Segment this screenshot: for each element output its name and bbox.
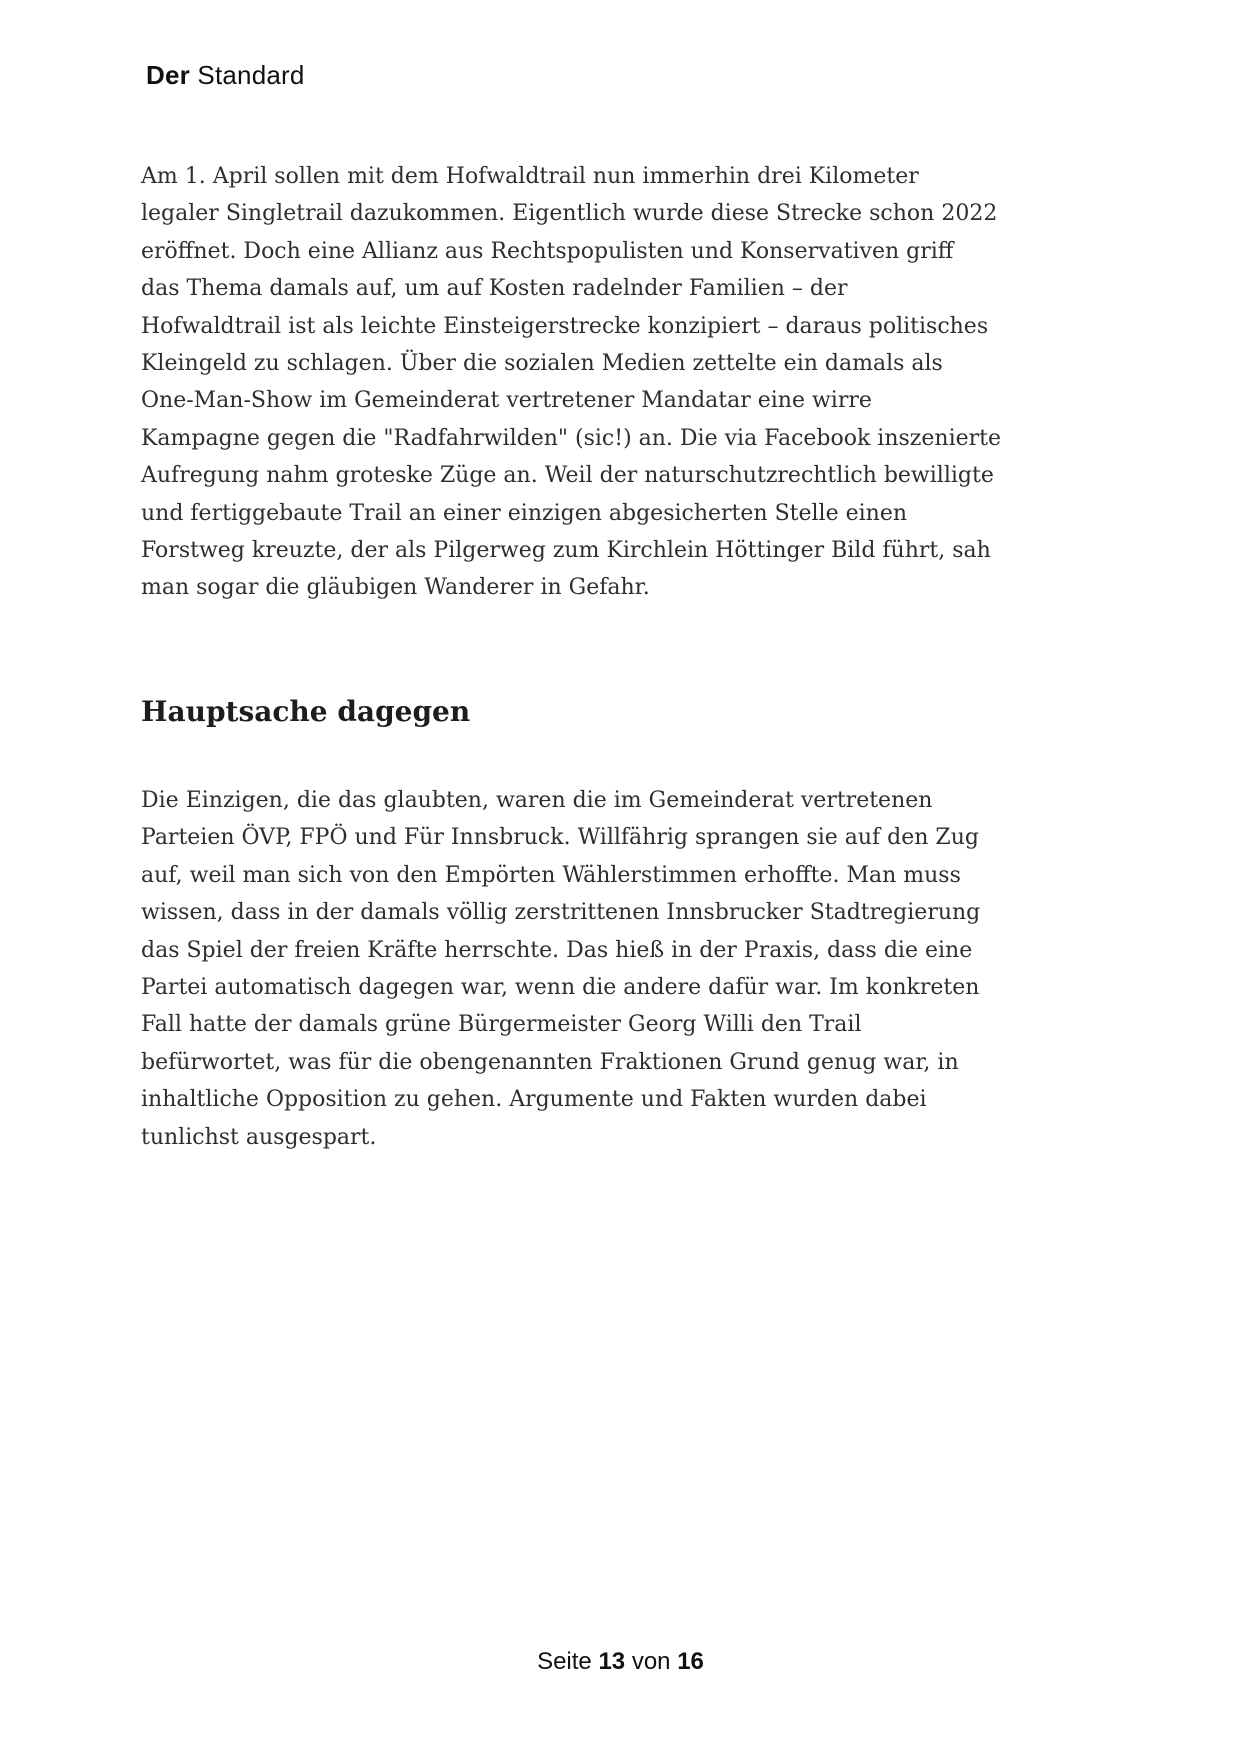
section-heading: Hauptsache dagegen: [141, 694, 471, 728]
text-line: Partei automatisch dagegen war, wenn die andere dafür war. Im konkreten: [141, 974, 980, 1000]
brand-name-regular: Standard: [197, 60, 305, 90]
paragraph-main: [141, 782, 1116, 1156]
text-line: Kampagne gegen die "Radfahrwilden" (sic!) an. Die via Facebook inszenierte: [141, 425, 1002, 451]
text-line: Hofwaldtrail ist als leichte Einsteigerstrecke konzipiert – daraus politisches: [141, 313, 989, 339]
text-line: und fertiggebaute Trail an einer einzigen abgesicherten Stelle einen: [141, 500, 908, 526]
footer-label-of: von: [631, 1648, 671, 1675]
text-line: Am 1. April sollen mit dem Hofwaldtrail nun immerhin drei Kilometer: [141, 164, 919, 189]
brand-name-bold: Der: [146, 60, 190, 90]
text-line: inhaltliche Opposition zu gehen. Argumente und Fakten wurden dabei: [141, 1087, 927, 1113]
text-line: Die Einzigen, die das glaubten, waren die im Gemeinderat vertretenen: [141, 787, 933, 813]
footer-total-pages: 16: [677, 1648, 704, 1675]
text-line: befürwortet, was für die obengenannten Fraktionen Grund genug war, in: [141, 1049, 959, 1075]
text-line: eröffnet. Doch eine Allianz aus Rechtspopulisten und Konservativen griff: [141, 238, 954, 264]
text-line: man sogar die gläubigen Wanderer in Gefahr.: [141, 575, 650, 601]
text-line: Fall hatte der damals grüne Bürgermeister Georg Willi den Trail: [141, 1012, 862, 1038]
text-line: tunlichst ausgespart.: [141, 1124, 377, 1150]
brand-header: [146, 60, 305, 91]
text-line: das Thema damals auf, um auf Kosten radelnder Familien – der: [141, 276, 848, 302]
footer-current-page: 13: [598, 1648, 626, 1675]
text-line: Forstweg kreuzte, der als Pilgerweg zum Kirchlein Höttinger Bild führt, sah: [141, 538, 991, 564]
text-line: wissen, dass in der damals völlig zerstrittenen Innsbrucker Stadtregierung: [141, 900, 981, 926]
paragraph-intro: [141, 158, 1116, 607]
page-footer: [0, 1648, 1241, 1676]
footer-label-page: Seite: [537, 1648, 592, 1675]
text-line: Aufregung nahm groteske Züge an. Weil der naturschutzrechtlich bewilligte: [141, 463, 994, 489]
text-line: legaler Singletrail dazukommen. Eigentlich wurde diese Strecke schon 2022: [141, 201, 998, 227]
text-line: das Spiel der freien Kräfte herrschte. Das hieß in der Praxis, dass die eine: [141, 937, 973, 963]
article-body: [141, 158, 1116, 1156]
text-line: auf, weil man sich von den Empörten Wählerstimmen erhoffte. Man muss: [141, 862, 961, 888]
text-line: Parteien ÖVP, FPÖ und Für Innsbruck. Willfährig sprangen sie auf den Zug: [141, 825, 979, 851]
text-line: One-Man-Show im Gemeinderat vertretener Mandatar eine wirre: [141, 388, 872, 414]
text-line: Kleingeld zu schlagen. Über die sozialen Medien zettelte ein damals als: [141, 351, 943, 377]
